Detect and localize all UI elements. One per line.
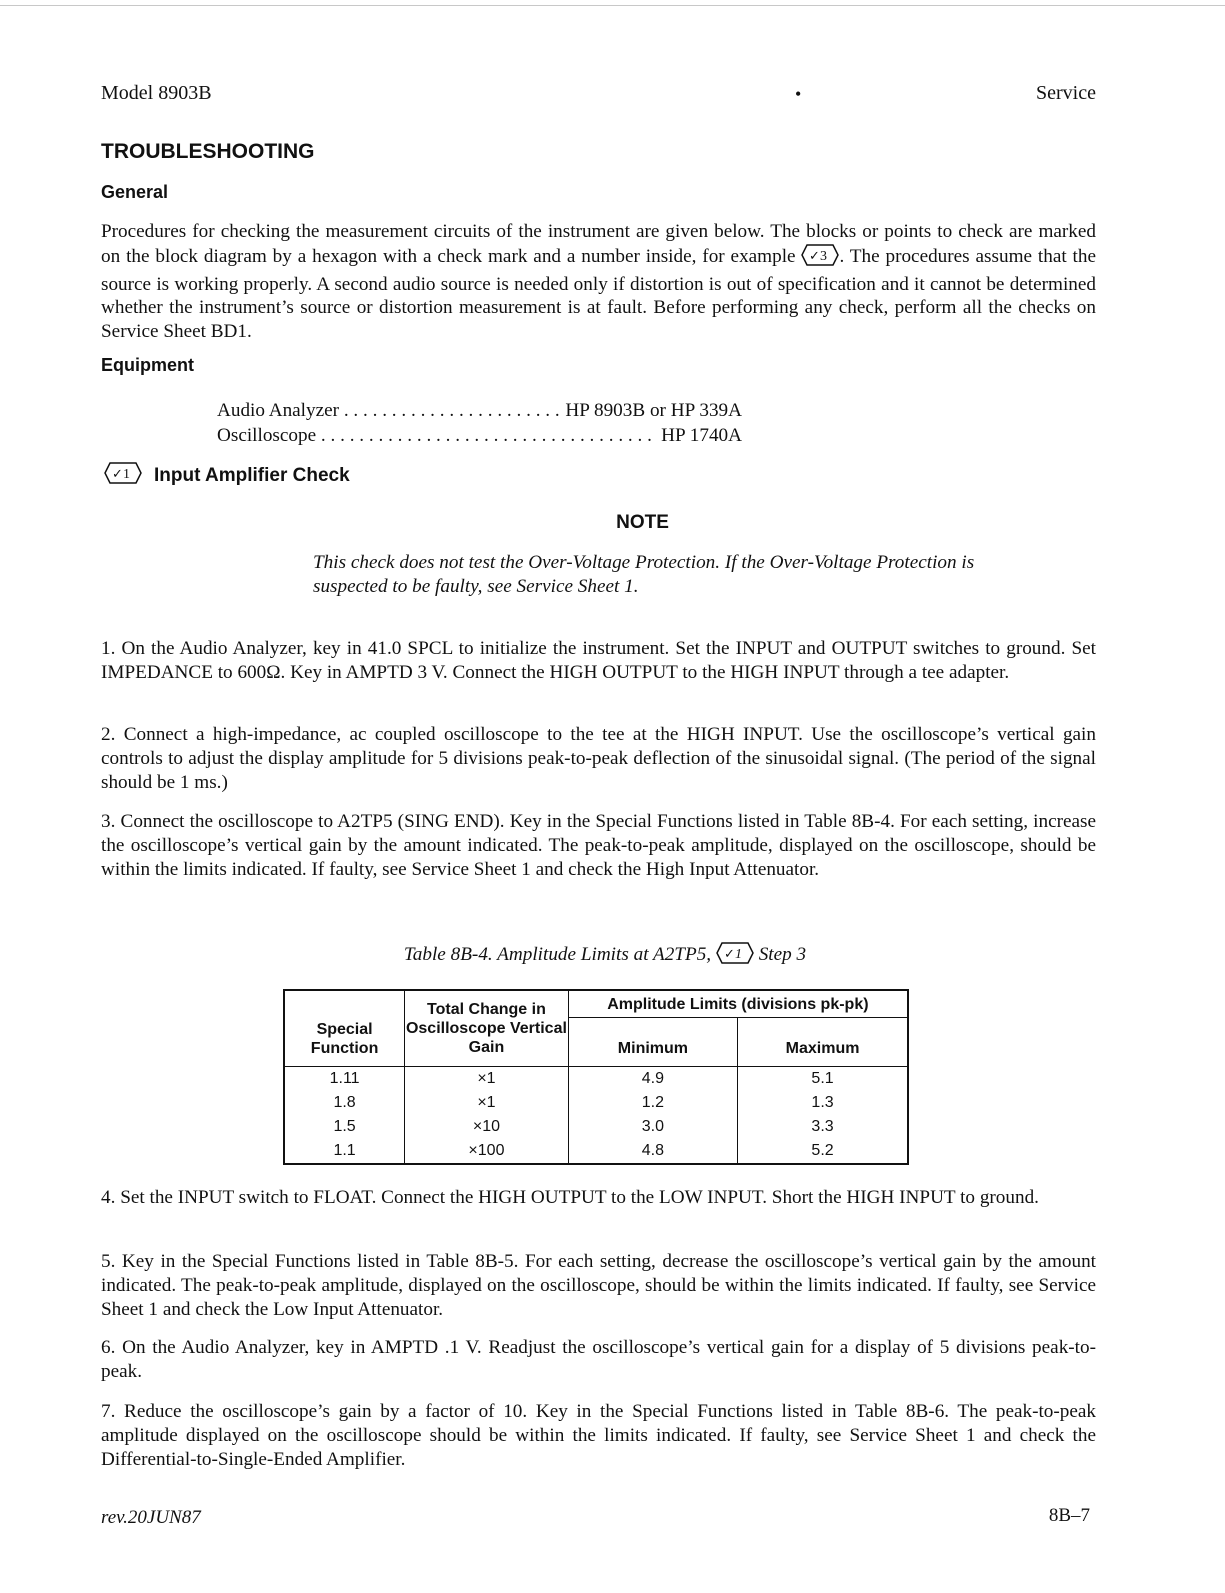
cell-max: 5.1 (738, 1067, 908, 1092)
cell-special: 1.5 (284, 1115, 405, 1139)
cell-change: ×100 (405, 1139, 569, 1164)
col-total-change: Total Change in Oscilloscope Vertical Gain (405, 990, 569, 1067)
general-heading: General (101, 182, 169, 202)
check-hexagon-icon (801, 244, 839, 273)
check-title: Input Amplifier Check (154, 465, 350, 486)
general-paragraph (101, 220, 1096, 344)
caption-hex-number: 1 (734, 947, 742, 962)
equipment-item (217, 425, 742, 450)
table-row (284, 1067, 908, 1092)
equipment-list (217, 400, 742, 450)
example-hex-number: 3 (820, 248, 828, 264)
table-row (284, 1139, 908, 1164)
svg-text:✓: ✓ (723, 947, 735, 962)
equipment-name: Oscilloscope . . . (217, 425, 657, 447)
check-hexagon-icon (716, 942, 754, 970)
cell-max: 3.3 (738, 1115, 908, 1139)
check-heading (104, 462, 350, 490)
page-number: 8B–7 (1048, 1505, 1090, 1526)
step-6: 6. On the Audio Analyzer, key in AMPTD .1 V. Readjust the oscilloscope’s vertical gain for a display of 5 divisions peak-to-peak. (101, 1337, 1096, 1382)
cell-max: 1.3 (738, 1091, 908, 1115)
note-title: NOTE (616, 512, 669, 533)
svg-text:✓: ✓ (809, 248, 821, 264)
table-row (284, 1115, 908, 1139)
check-number: 1 (123, 467, 130, 482)
cell-change: ×1 (405, 1091, 569, 1115)
general-text-start: Procedures for checking the measurement circuits of the instrument are given below. The blocks or points to check are marked on the block diagram by a hexagon with a check mark and a number inside, for example (101, 221, 1096, 267)
svg-text:✓: ✓ (112, 467, 123, 482)
col-special-function: Special Function (284, 990, 405, 1067)
table-row (284, 1091, 908, 1115)
col-maximum: Maximum (738, 1018, 908, 1067)
cell-min: 1.2 (568, 1091, 737, 1115)
equipment-model: HP 1740A (661, 425, 742, 446)
amplitude-limits-table (283, 989, 909, 1165)
cell-max: 5.2 (738, 1139, 908, 1164)
section-title: TROUBLESHOOTING (101, 140, 315, 163)
cell-special: 1.11 (284, 1067, 405, 1092)
equipment-name: Audio Analyzer . . . (217, 400, 561, 422)
cell-change: ×1 (405, 1067, 569, 1092)
header-section: Service (1036, 82, 1096, 104)
cell-special: 1.8 (284, 1091, 405, 1115)
header-model: Model 8903B (101, 82, 212, 104)
equipment-heading: Equipment (101, 355, 194, 375)
check-hexagon-icon (104, 462, 142, 490)
step-4: 4. Set the INPUT switch to FLOAT. Connect the HIGH OUTPUT to the LOW INPUT. Short the HIGH INPUT to ground. (101, 1187, 1039, 1208)
cell-min: 4.9 (568, 1067, 737, 1092)
header-mark: • (795, 84, 802, 104)
top-rule (0, 5, 1225, 6)
cell-min: 3.0 (568, 1115, 737, 1139)
cell-change: ×10 (405, 1115, 569, 1139)
step-5: 5. Key in the Special Functions listed in Table 8B-5. For each setting, decrease the oscilloscope’s vertical gain by the amount indicated. The peak-to-peak amplitude, displayed on the oscilloscope, should be within the limits indicated. If faulty, see Service Sheet 1 and check the Low Input Attenuator. (101, 1251, 1096, 1320)
caption-prefix: Table 8B-4. Amplitude Limits at A2TP5, (403, 944, 712, 965)
note-text: This check does not test the Over-Voltage Protection. If the Over-Voltage Protection is suspected to be faulty, see Service Sheet 1. (313, 552, 975, 597)
cell-special: 1.1 (284, 1139, 405, 1164)
caption-suffix: Step 3 (758, 944, 807, 965)
col-minimum: Minimum (568, 1018, 737, 1067)
cell-min: 4.8 (568, 1139, 737, 1164)
general-text-end: . The procedures assume that the source is working properly. A second audio source is needed only if distortion is out of specification and it cannot be determined whether the instrument’s source or distortion measurement is at fault. Before performing any check, perform all the checks on Service Sheet BD1. (101, 245, 1096, 343)
table-caption (0, 942, 1210, 970)
step-2: 2. Connect a high-impedance, ac coupled oscilloscope to the tee at the HIGH INPUT. Use the oscilloscope’s vertical gain controls to adjust the display amplitude for 5 divisions peak-to-peak deflection of the sinusoidal signal. (The period of the signal should be 1 ms.) (101, 724, 1096, 793)
equipment-model: HP 8903B or HP 339A (565, 400, 742, 421)
step-7: 7. Reduce the oscilloscope’s gain by a factor of 10. Key in the Special Functions listed in Table 8B-6. The peak-to-peak amplitude displayed on the oscilloscope should be within the limits indicated. If faulty, see Service Sheet 1 and check the Differential-to-Single-Ended Amplifier. (101, 1401, 1096, 1470)
equipment-item (217, 400, 742, 425)
step-3: 3. Connect the oscilloscope to A2TP5 (SING END). Key in the Special Functions listed in Table 8B-4. For each setting, increase the oscilloscope’s vertical gain by the amount indicated. The peak-to-peak amplitude, displayed on the oscilloscope, should be within the limits indicated. If faulty, see Service Sheet 1 and check the High Input Attenuator. (101, 811, 1096, 880)
step-1: 1. On the Audio Analyzer, key in 41.0 SPCL to initialize the instrument. Set the INPUT and OUTPUT switches to ground. Set IMPEDANCE to 600Ω. Key in AMPTD 3 V. Connect the HIGH OUTPUT to the HIGH INPUT through a tee adapter. (101, 638, 1096, 683)
revision-date: rev.20JUN87 (101, 1507, 201, 1528)
col-amplitude-limits: Amplitude Limits (divisions pk-pk) (568, 990, 908, 1018)
